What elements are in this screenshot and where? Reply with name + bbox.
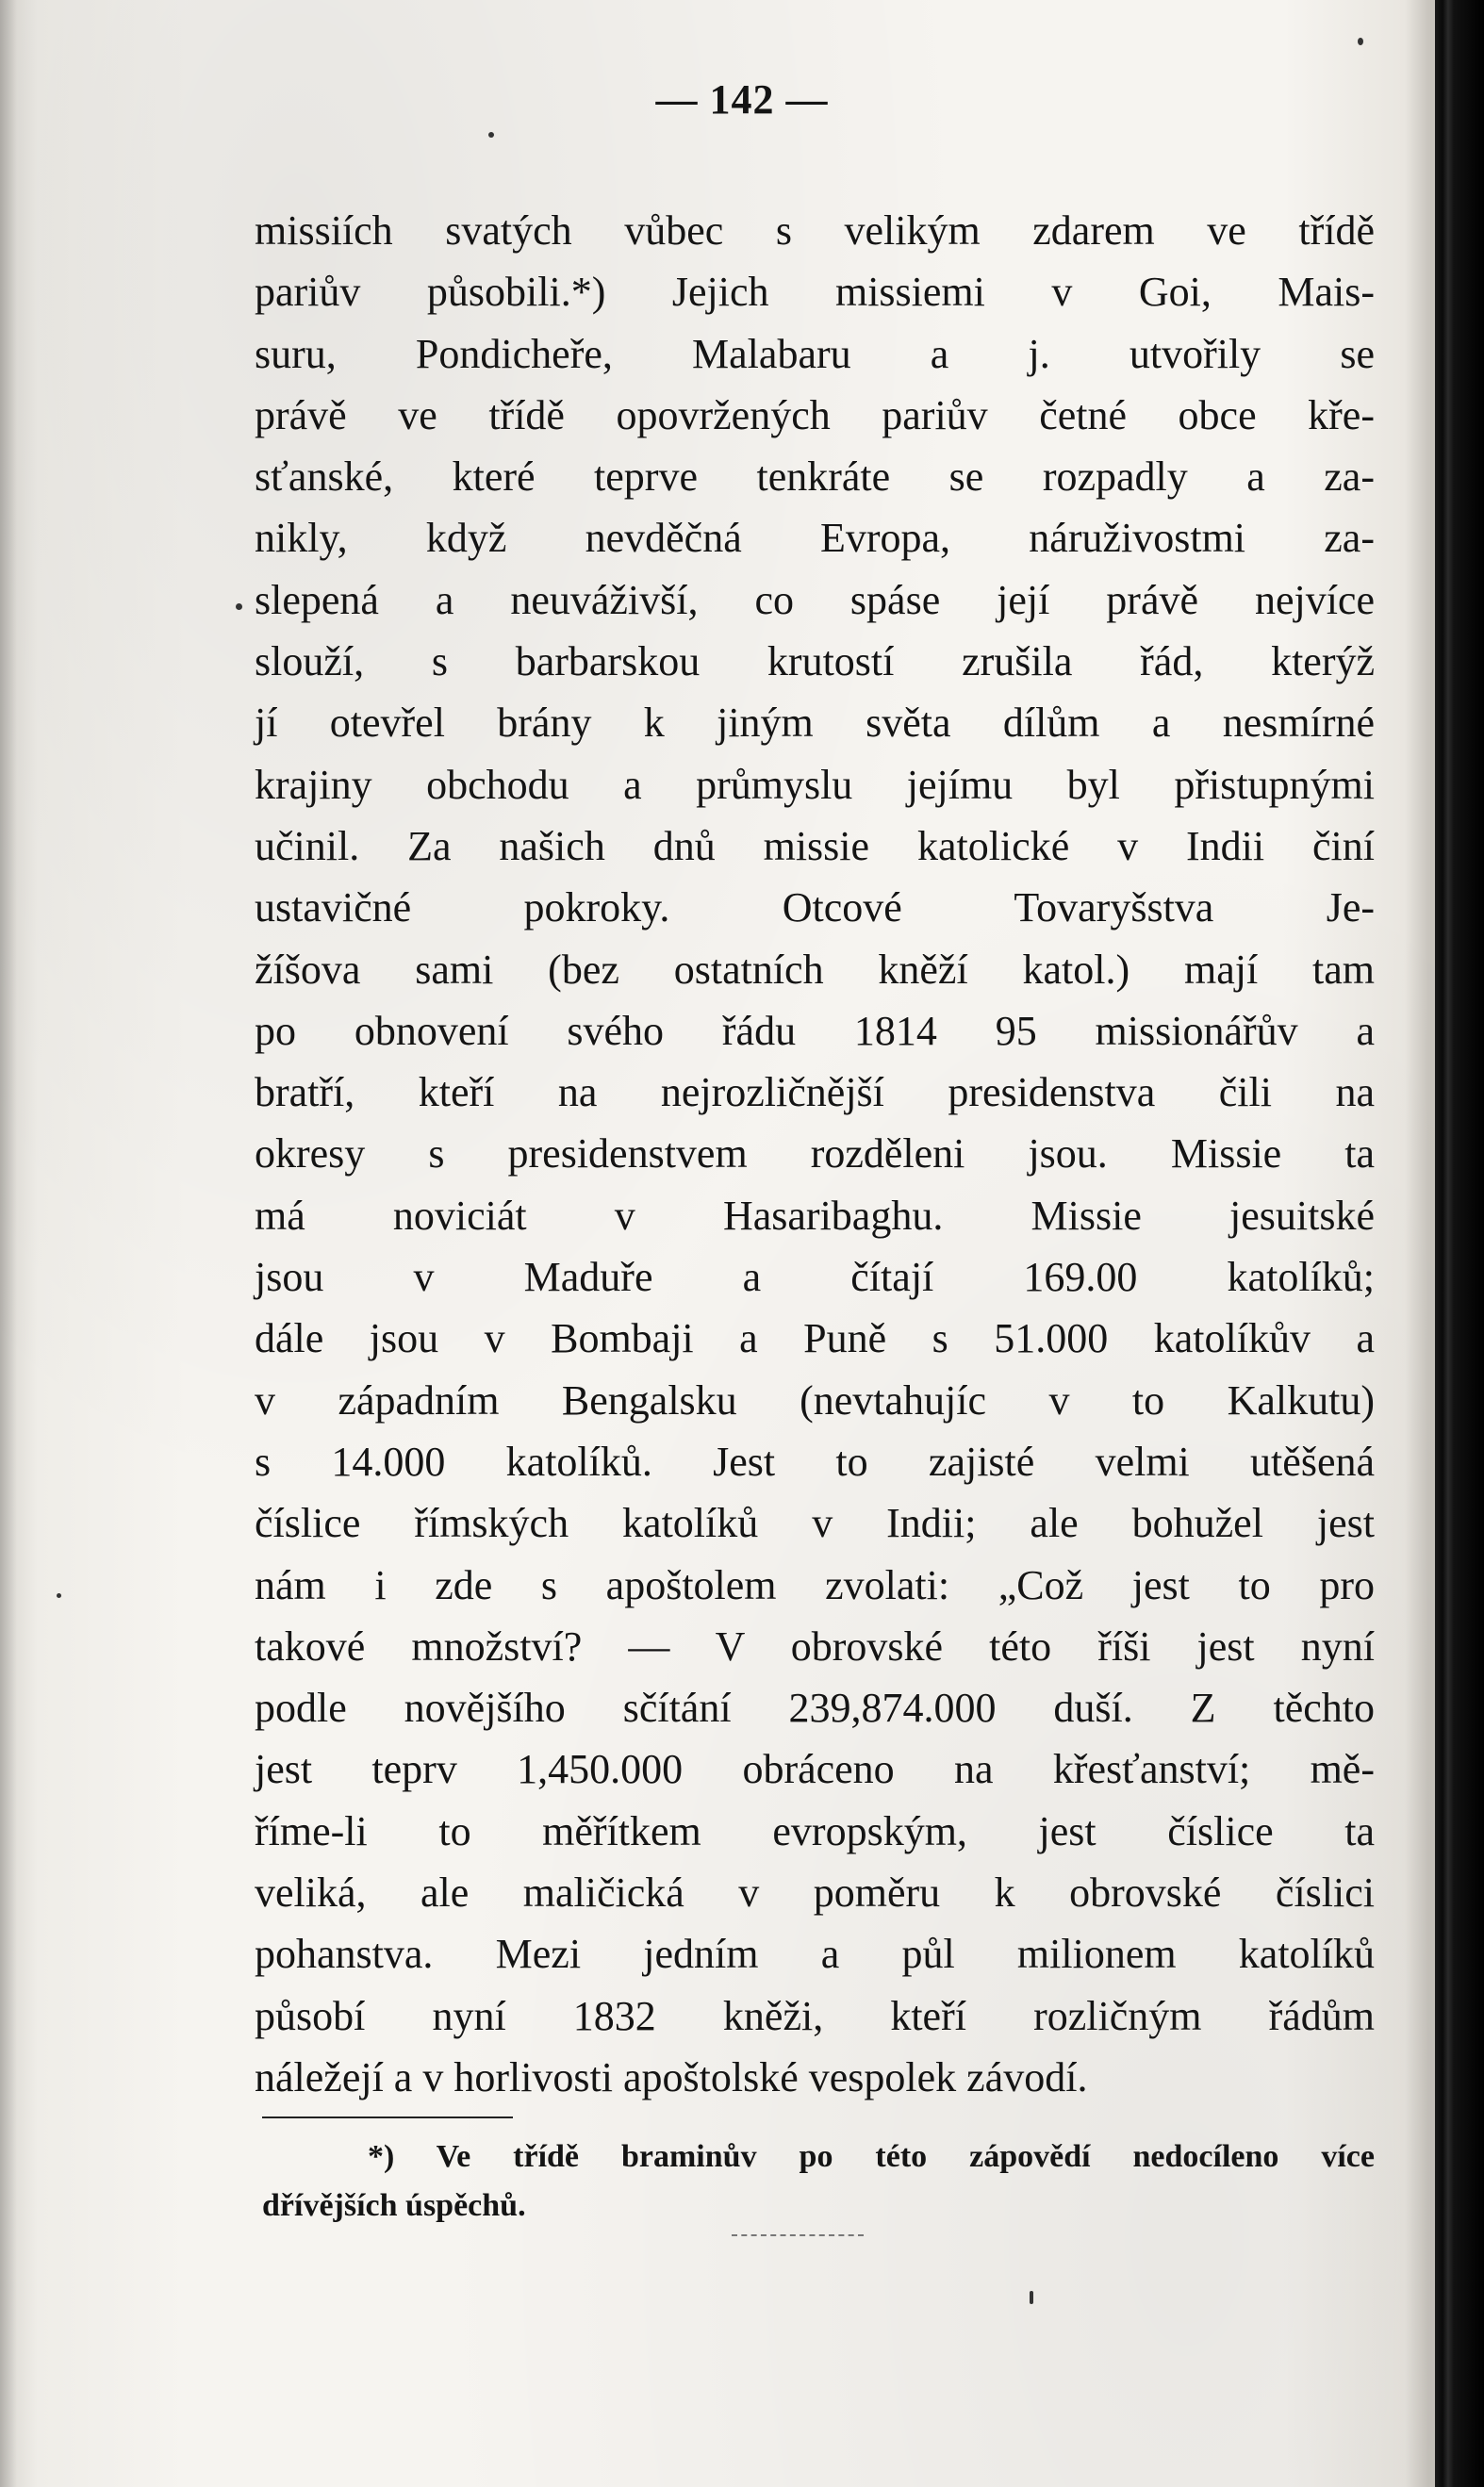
text-line: jest teprv 1,450.000 obráceno na křesťanství; mě-	[255, 1746, 1375, 1793]
text-line: nikly, když nevděčná Evropa, náruživostmi za-	[255, 515, 1375, 562]
text-line: jsou v Maduře a čítají 169.00 katolíků;	[255, 1254, 1375, 1301]
left-page-shadow	[0, 0, 17, 2487]
text-line: krajiny obchodu a průmyslu jejímu byl přistupnými	[255, 761, 1375, 808]
book-edge-shadow	[1435, 0, 1484, 2487]
scan-speck	[1358, 38, 1363, 45]
text-line: dále jsou v Bombaji a Puně s 51.000 katolíkův a	[255, 1315, 1375, 1362]
text-line: pohanstva. Mezi jedním a půl milionem katolíků	[255, 1931, 1375, 1978]
text-line: právě ve třídě opovržených pariův četné obce kře-	[255, 391, 1375, 438]
text-line: bratří, kteří na nejrozličnější presidenstva čili na	[255, 1069, 1375, 1116]
scan-speck	[57, 1593, 61, 1598]
footnote-separator-rule	[262, 2116, 513, 2118]
text-line: po obnovení svého řádu 1814 95 missionářův a	[255, 1007, 1375, 1054]
scan-speck	[488, 132, 494, 138]
footnote	[262, 2133, 1375, 2231]
text-line: slepená a neuváživší, co spáse její právě nejvíce	[255, 576, 1375, 623]
text-line: podle novějšího sčítání 239,874.000 duší. Z těchto	[255, 1685, 1375, 1732]
text-line: sťanské, které teprve tenkráte se rozpadly a za-	[255, 453, 1375, 501]
text-line: žíšova sami (bez ostatních kněží katol.) mají tam	[255, 946, 1375, 993]
text-line: v západním Bengalsku (nevtahujíc v to Kalkutu)	[255, 1376, 1375, 1424]
text-line: náležejí a v horlivosti apoštolské vespolek závodí.	[255, 2053, 1088, 2100]
body-text	[255, 200, 1375, 2108]
text-line: suru, Pondicheře, Malabaru a j. utvořily se	[255, 330, 1375, 377]
text-line: ustavičné pokroky. Otcové Tovaryšstva Je-	[255, 884, 1375, 931]
text-line: nám i zde s apoštolem zvolati: „Což jest to pro	[255, 1561, 1375, 1608]
text-line: missiích svatých vůbec s velikým zdarem ve třídě	[255, 207, 1375, 254]
decorative-dash	[732, 2234, 864, 2236]
page-number: — 142 —	[655, 76, 829, 123]
text-line: působí nyní 1832 kněži, kteří rozličným řádům	[255, 1992, 1375, 2039]
text-line: říme-li to měřítkem evropským, jest číslice ta	[255, 1807, 1375, 1854]
text-line: takové množství? — V obrovské této říši jest nyní	[255, 1622, 1375, 1670]
footnote-line: dřívějších úspěchů.	[262, 2188, 526, 2223]
text-line: veliká, ale maličická v poměru k obrovské číslici	[255, 1869, 1375, 1917]
text-line: slouží, s barbarskou krutostí zrušila řád, kterýž	[255, 638, 1375, 685]
scan-speck	[236, 603, 242, 610]
text-line: má noviciát v Hasaribaghu. Missie jesuitské	[255, 1192, 1375, 1239]
text-line: jí otevřel brány k jiným světa dílům a nesmírné	[255, 700, 1375, 747]
text-line: pariův působili.*) Jejich missiemi v Goi, Mais-	[255, 269, 1375, 316]
scan-speck	[1030, 2291, 1033, 2304]
text-line: číslice římských katolíků v Indii; ale bohužel jest	[255, 1500, 1375, 1547]
text-line: okresy s presidenstvem rozděleni jsou. Missie ta	[255, 1130, 1375, 1178]
text-line: s 14.000 katolíků. Jest to zajisté velmi utěšená	[255, 1438, 1375, 1485]
text-line: učinil. Za našich dnů missie katolické v Indii činí	[255, 822, 1375, 869]
footnote-line: *) Ve třídě braminův po této zápovědí nedocíleno více	[368, 2139, 1375, 2174]
